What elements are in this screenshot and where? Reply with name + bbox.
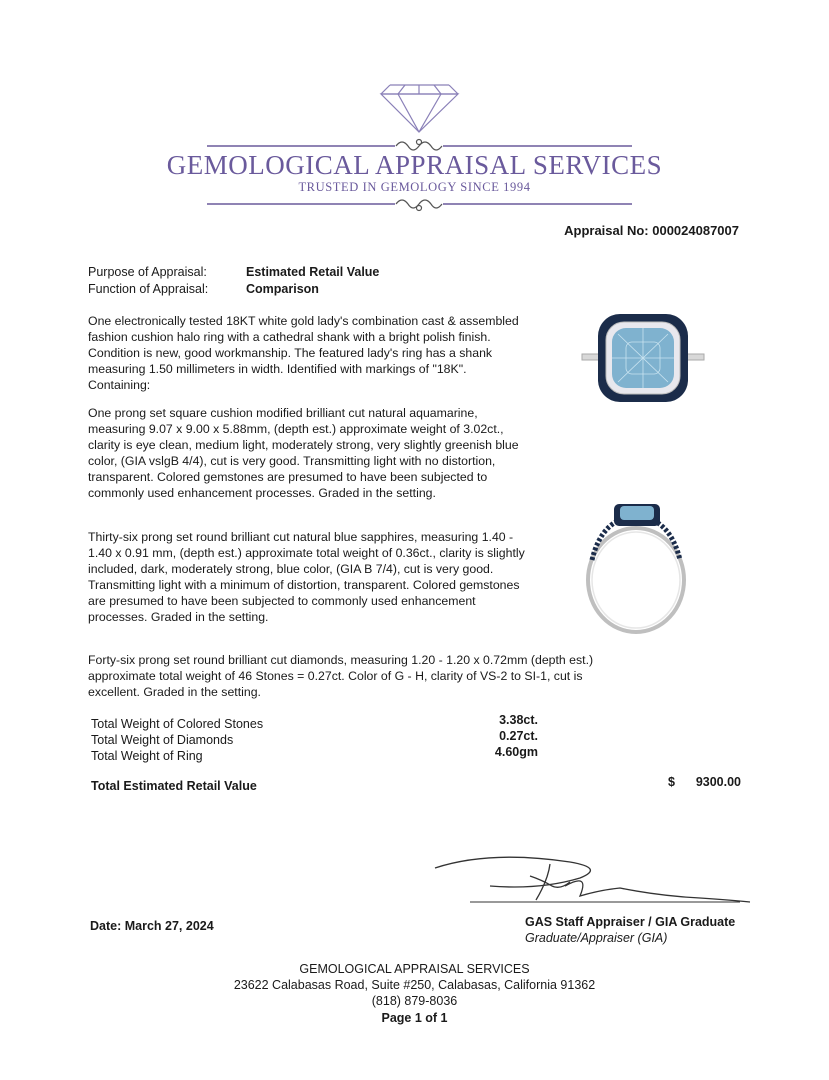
- ring-photo-top: [578, 308, 708, 408]
- appraiser-signature: [430, 850, 760, 920]
- appraisal-number: Appraisal No: 000024087007: [564, 223, 739, 238]
- diamond-icon: [381, 85, 458, 132]
- footer-company: GEMOLOGICAL APPRAISAL SERVICES: [299, 962, 530, 976]
- signer-subtitle: Graduate/Appraiser (GIA): [525, 931, 668, 945]
- weight-label-ring: Total Weight of Ring: [91, 749, 203, 763]
- weight-value-colored: 3.38ct.: [499, 713, 538, 727]
- ring-description: One electronically tested 18KT white gold lady's combination cast & assembled fashion cushion halo ring with a cathedral shank with a bright polish finish. Condition is new, good workmanship. The featured lady's ring has a shank measuring 1.50 millimeters in width. Identified with markings of "18K". Containing:: [88, 314, 519, 392]
- flourish-icon: [396, 200, 442, 211]
- weight-value-diamonds: 0.27ct.: [499, 729, 538, 743]
- function-label: Function of Appraisal:: [88, 282, 209, 296]
- aquamarine-description: One prong set square cushion modified brilliant cut natural aquamarine, measuring 9.07 x 9.00 x 5.88mm, (depth est.) approximate weight of 3.02ct., clarity is eye clean, medium light, moderately strong, very slightly greenish blue color, (GIA vslgB 4/4), cut is very good. Transmitting light with no distortion, transparent. Colored gemstones are presumed to have been subjected to commonly used enhancement processes. Graded in the setting.: [88, 406, 519, 500]
- footer-phone: (818) 879-8036: [371, 994, 458, 1008]
- sapphire-description: Thirty-six prong set round brilliant cut natural blue sapphires, measuring 1.40 - 1.40 x 0.91 mm, (depth est.) approximate total weight of 0.36ct., clarity is slightly included, dark, moderately strong, blue color, (GIA B 7/4), cut is very good. Transmitting light with a minimum of distortion, transparent. Colored gemstones are presumed to have been subjected to commonly used enhancement processes. Graded in the setting.: [88, 530, 525, 624]
- weight-value-ring: 4.60gm: [494, 745, 538, 759]
- total-value: 9300.00: [695, 775, 741, 789]
- page-number: Page 1 of 1: [381, 1011, 448, 1025]
- ring-photo-side: [578, 500, 698, 638]
- flourish-icon: [396, 140, 442, 151]
- company-logo: [0, 78, 829, 218]
- signer-title: GAS Staff Appraiser / GIA Graduate: [525, 915, 736, 929]
- function-value: Comparison: [246, 282, 319, 296]
- appraisal-date: Date: March 27, 2024: [90, 919, 214, 933]
- total-currency: $: [668, 775, 675, 789]
- company-tagline: TRUSTED IN GEMOLOGY SINCE 1994: [298, 180, 531, 194]
- purpose-label: Purpose of Appraisal:: [88, 265, 207, 279]
- weight-label-colored: Total Weight of Colored Stones: [91, 717, 264, 731]
- company-name: GEMOLOGICAL APPRAISAL SERVICES: [166, 150, 663, 180]
- weight-label-diamonds: Total Weight of Diamonds: [91, 733, 234, 747]
- purpose-value: Estimated Retail Value: [246, 265, 380, 279]
- footer-address: 23622 Calabasas Road, Suite #250, Calabasas, California 91362: [233, 978, 596, 992]
- diamond-description: Forty-six prong set round brilliant cut diamonds, measuring 1.20 - 1.20 x 0.72mm (depth est.) approximate total weight of 46 Stones = 0.27ct. Color of G - H, clarity of VS-2 to SI-1, cut is excellent. Graded in the setting.: [88, 653, 594, 699]
- total-value-label: Total Estimated Retail Value: [91, 779, 257, 793]
